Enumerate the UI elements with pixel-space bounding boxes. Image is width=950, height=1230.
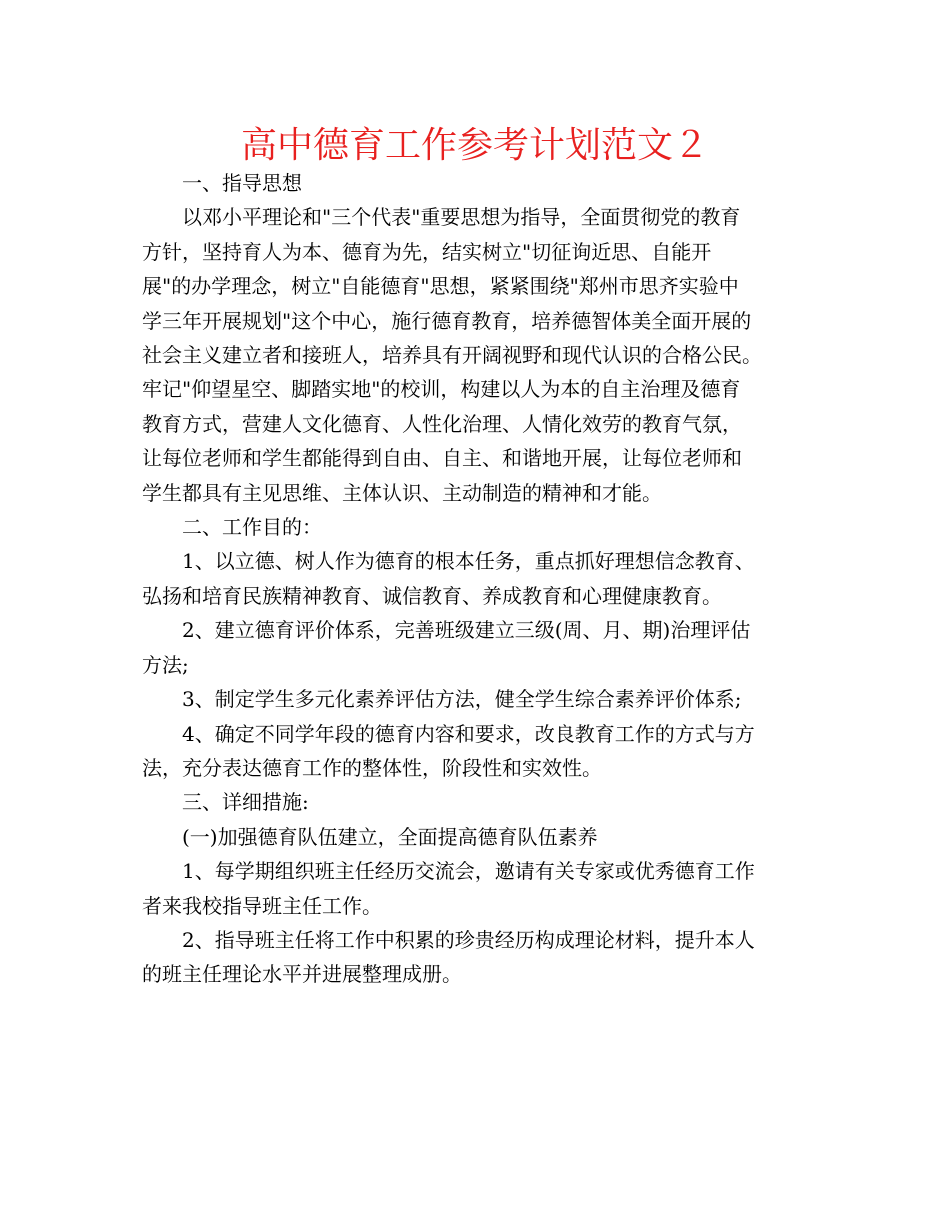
text-line: 2、指导班主任将工作中积累的珍贵经历构成理论材料，提升本人: [182, 927, 755, 952]
list-item-goal-3: [142, 682, 814, 716]
document-title: 高中德育工作参考计划范文２: [240, 125, 709, 166]
text-line: 学生都具有主见思维、主体认识、主动制造的精神和才能。: [142, 480, 662, 505]
text-line: 的班主任理论水平并进展整理成册。: [142, 962, 462, 987]
text-line: 者来我校指导班主任工作。: [142, 893, 382, 918]
text-line: 方法;: [142, 652, 189, 677]
text-line: 方针，坚持育人为本、德育为先，结实树立"切征询近思、自能开: [142, 239, 712, 264]
section-heading-measures: 三、详细措施:: [182, 790, 309, 815]
text-line: 4、确定不同学年段的德育内容和要求，改良教育工作的方式与方: [182, 721, 755, 746]
text-line: 学三年开展规划"这个中心，施行德育教育，培养德智体美全面开展的: [142, 308, 752, 333]
list-item-measure-1: [142, 854, 814, 923]
paragraph-guiding-ideology: [142, 200, 814, 510]
document-body: [142, 166, 814, 992]
section-heading-guiding-ideology: 一、指导思想: [182, 171, 302, 195]
list-item-goal-2: [142, 613, 814, 682]
text-line: 1、以立德、树人作为德育的根本任务，重点抓好理想信念教育、: [182, 549, 755, 574]
list-item-goal-4: [142, 717, 814, 786]
text-line: 3、制定学生多元化素养评估方法，健全学生综合素养评价体系;: [182, 687, 742, 712]
text-line: 社会主义建立者和接班人，培养具有开阔视野和现代认识的合格公民。: [142, 343, 762, 368]
text-line: 2、建立德育评价体系，完善班级建立三级(周、月、期)治理评估: [182, 618, 751, 643]
section-heading-work-goals: 二、工作目的：: [182, 515, 322, 540]
text-line: 法，充分表达德育工作的整体性，阶段性和实效性。: [142, 755, 602, 780]
text-line: 牢记"仰望星空、脚踏实地"的校训，构建以人为本的自主治理及德育: [142, 377, 741, 402]
list-item-measure-2: [142, 923, 814, 992]
text-line: 1、每学期组织班主任经历交流会，邀请有关专家或优秀德育工作: [182, 859, 755, 884]
text-line: 教育方式，营建人文化德育、人性化治理、人情化效劳的教育气氛，: [142, 411, 742, 436]
list-item-goal-1: [142, 544, 814, 613]
text-line: 以邓小平理论和"三个代表"重要思想为指导，全面贯彻党的教育: [182, 205, 741, 230]
text-line: 让每位老师和学生都能得到自由、自主、和谐地开展，让每位老师和: [142, 446, 742, 471]
subsection-heading-team-building: (一)加强德育队伍建立，全面提高德育队伍素养: [182, 824, 598, 849]
text-line: 弘扬和培育民族精神教育、诚信教育、养成教育和心理健康教育。: [142, 583, 722, 608]
text-line: 展"的办学理念，树立"自能德育"思想，紧紧围绕"郑州市思齐实验中: [142, 274, 739, 299]
